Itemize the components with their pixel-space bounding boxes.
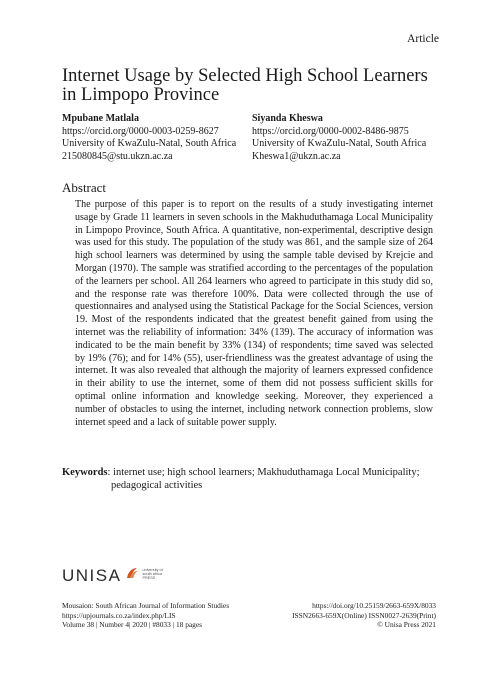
- author-block: [62, 113, 442, 163]
- unisa-press-logo: [62, 566, 168, 586]
- author-name: Mpubane Matlala: [62, 113, 139, 124]
- keywords-list: : internet use; high school learners; Makhuduthamaga Local Municipality;: [107, 467, 420, 478]
- footer-journal-url[interactable]: https://upjournals.co.za/index.php/LIS: [62, 610, 176, 620]
- footer-journal-name: Mousaion: South African Journal of Information Studies: [62, 601, 230, 610]
- abstract-text: The purpose of this paper is to report on the results of a study investigating internet usage by Grade 11 learners in seven schools in the Makhuduthamaga Local Municipality in Limpopo Province, South Africa. A quantitative, non-experimental, descriptive design was used for this study. The population of the study was 861, and the sample size of 264 high school learners was determined by using the sample table devised by Krejcie and Morgan (1970). The sample was stratified according to the percentages of the population of the learners per school. All 264 learners who agreed to participate in this study did so, and the response rate was therefore 100%. Data were collected through the use of questionnaires and analysed using the Statistical Package for the Social Sciences, version 19. Most of the respondents indicated that the greatest benefit gained from using the internet was the reliability of information: 34% (139). The accuracy of information was indicated to be the main benefit by 33% (134) of respondents; time saved was selected by 19% (76); and for 14% (55), user-friendliness was the greatest advantage of using the internet. It was also revealed that although the majority of learners expressed confidence in their ability to use the internet, some of them did not possess sufficient skills for optimal online information and knowledge seeking. Moreover, they experienced a number of obstacles to using the internet, including network connection problems, slow internet speed and a lack of suitable power supply.: [75, 199, 433, 428]
- author-affiliation: University of KwaZulu-Natal, South Africa: [252, 138, 427, 149]
- keywords-label: Keywords: [62, 467, 108, 478]
- article-type-label: Article: [407, 33, 439, 45]
- abstract-heading: Abstract: [62, 180, 107, 195]
- keywords: [62, 466, 438, 492]
- author-1: [62, 113, 252, 163]
- keywords-list-continued: pedagogical activities: [111, 480, 203, 491]
- logo-emblem-icon: [125, 566, 139, 580]
- footer-doi-link[interactable]: https://doi.org/10.25159/2663-659X/8033: [312, 601, 436, 610]
- footer-volume-info: Volume 38 | Number 4| 2020 | #8033 | 18 pages: [62, 620, 203, 630]
- footer-journal-info: [62, 601, 229, 630]
- author-orcid-link[interactable]: https://orcid.org/0000-0003-0259-8627: [62, 125, 219, 137]
- author-2: [252, 113, 442, 163]
- logo-wordmark: UNISA: [62, 566, 122, 585]
- author-email-link[interactable]: 215080845@stu.ukzn.ac.za: [62, 150, 173, 162]
- footer-copyright: © Unisa Press 2021: [377, 620, 436, 630]
- author-email-link[interactable]: Kheswa1@ukzn.ac.za: [252, 150, 341, 162]
- page-footer: [62, 601, 436, 630]
- author-orcid-link[interactable]: https://orcid.org/0000-0002-8486-9875: [252, 125, 409, 137]
- author-name: Siyanda Kheswa: [252, 113, 323, 124]
- paper-title: Internet Usage by Selected High School Learners in Limpopo Province: [62, 66, 428, 106]
- author-affiliation: University of KwaZulu-Natal, South Africa: [62, 138, 237, 149]
- footer-issn: ISSN2663-659X(Online) ISSN0027-2639(Print): [292, 610, 436, 620]
- footer-publication-info: [292, 601, 436, 630]
- logo-subtitle: university of south africa PRESS: [142, 567, 163, 581]
